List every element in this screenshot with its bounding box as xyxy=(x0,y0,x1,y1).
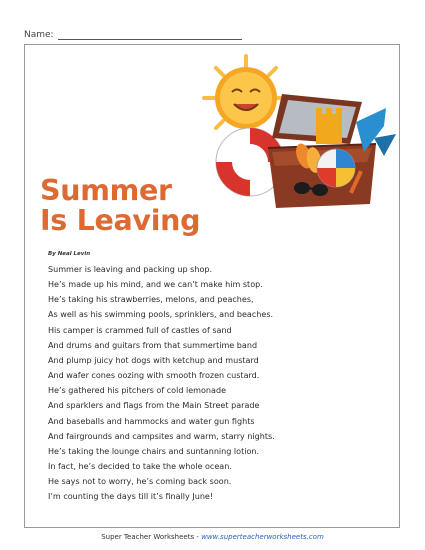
poem-line: He’s taking the lounge chairs and suntanning lotion. xyxy=(48,446,260,456)
poem-byline: By Neal Levin xyxy=(48,251,91,257)
page-footer xyxy=(0,533,425,541)
poem-body xyxy=(48,262,393,505)
poem-line: And sparklers and flags from the Main Street parade xyxy=(48,401,260,411)
poem-line: In fact, he’s decided to take the whole ocean. xyxy=(48,462,232,472)
poem-title xyxy=(40,176,200,236)
poem-line: I’m counting the days till it’s finally June! xyxy=(48,492,214,502)
poem-line: He says not to worry, he’s coming back soon. xyxy=(48,477,232,487)
name-field[interactable] xyxy=(58,30,242,40)
poem-line: And baseballs and hammocks and water gun fights xyxy=(48,416,255,426)
footer-site-name: Super Teacher Worksheets - xyxy=(101,533,202,541)
beach-ball-icon xyxy=(317,149,355,187)
poem-line: And plump juicy hot dogs with ketchup and mustard xyxy=(48,355,259,365)
poem-line: And drums and guitars from that summertime band xyxy=(48,340,258,350)
poem-line: As well as his swimming pools, sprinklers, and beaches. xyxy=(48,310,274,320)
footer-url-link[interactable]: www.superteacherworksheets.com xyxy=(201,533,324,541)
poem-title-line-1: Summer xyxy=(40,174,172,207)
sandcastle-icon xyxy=(316,108,342,144)
poem-line: His camper is crammed full of castles of sand xyxy=(48,325,232,335)
name-label: Name: xyxy=(24,30,54,40)
poem-line: He’s gathered his pitchers of cold lemonade xyxy=(48,386,227,396)
poem-line: And wafer cones oozing with smooth frozen custard. xyxy=(48,371,260,381)
summer-illustration xyxy=(198,52,398,228)
sun-icon xyxy=(204,56,288,129)
poem-line: He’s made up his mind, and we can’t make him stop. xyxy=(48,280,263,290)
poem-title-line-2: Is Leaving xyxy=(40,204,201,237)
poem-line: He’s taking his strawberries, melons, and peaches, xyxy=(48,295,254,305)
poem-line: Summer is leaving and packing up shop. xyxy=(48,265,213,274)
name-row xyxy=(24,30,242,40)
poem-line: And fairgrounds and campsites and warm, starry nights. xyxy=(48,431,275,441)
